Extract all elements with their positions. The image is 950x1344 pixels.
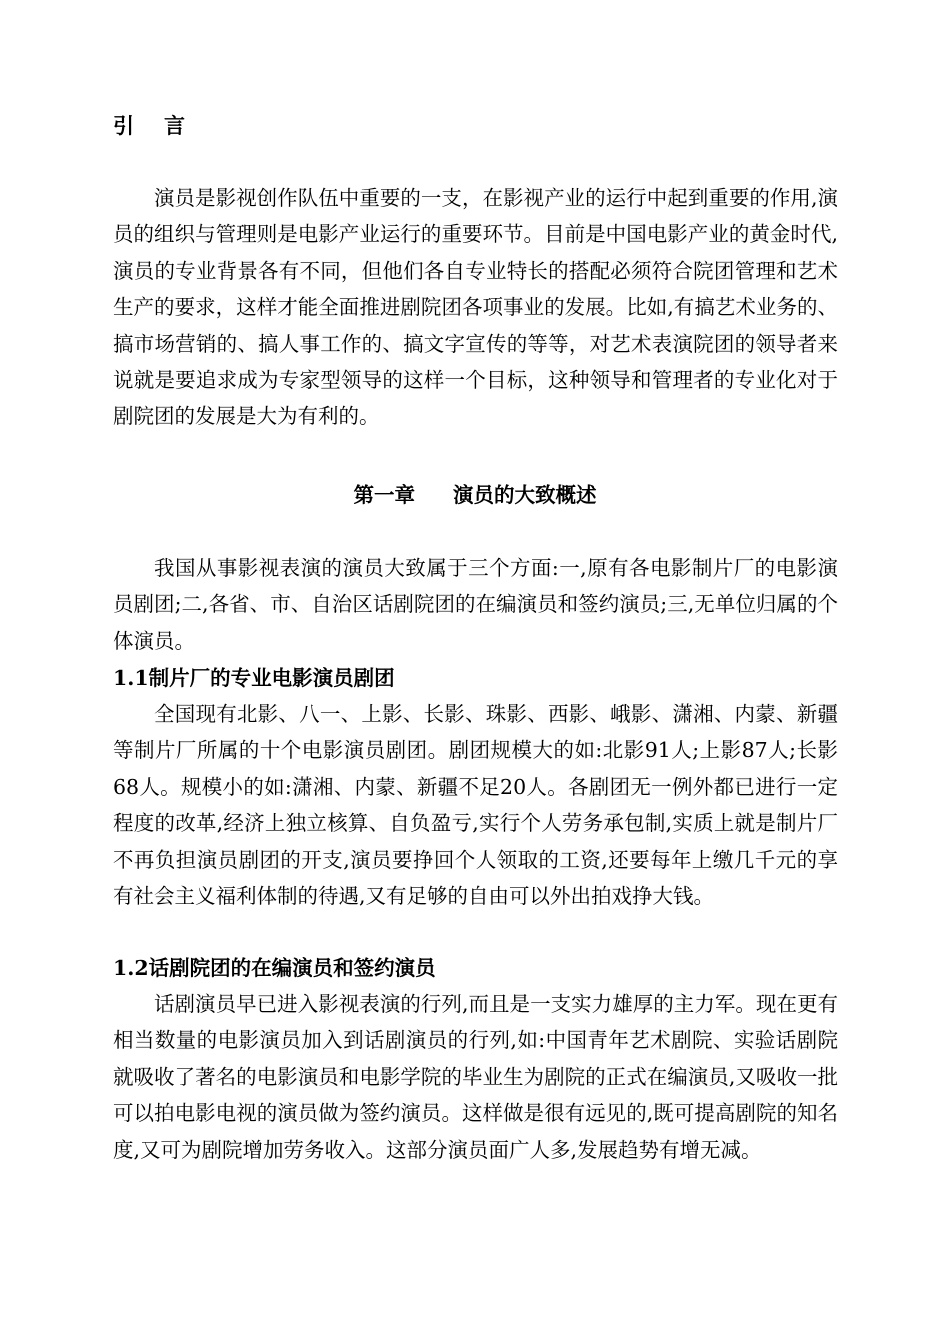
section-1-2-heading: 1.2话剧院团的在编演员和签约演员 [113, 956, 436, 980]
chapter-name: 演员的大致概述 [453, 483, 597, 507]
section-1-2-paragraph: 话剧演员早已进入影视表演的行列,而且是一支实力雄厚的主力军。现在更有相当数量的电影演员加入到话剧演员的行列,如:中国青年艺术剧院、实验话剧院就吸收了著名的电影演员和电影学院的毕业生为剧院的正式在编演员,又吸收一批可以拍电影电视的演员做为签约演员。这样做是很有远见的,既可提高剧院的知名度,又可为剧院增加劳务收入。这部分演员面广人多,发展趋势有增无减。 [113, 992, 838, 1162]
intro-paragraph: 演员是影视创作队伍中重要的一支，在影视产业的运行中起到重要的作用,演员的组织与管理则是电影产业运行的重要环节。目前是中国电影产业的黄金时代,演员的专业背景各有不同，但他们各自专业特长的搭配必须符合院团管理和艺术生产的要求，这样才能全面推进剧院团各项事业的发展。比如,有搞艺术业务的、搞市场营销的、搞人事工作的、搞文字宣传的等等，对艺术表演院团的领导者来说就是要追求成为专家型领导的这样一个目标，这种领导和管理者的专业化对于剧院团的发展是大为有利的。 [113, 186, 838, 429]
chapter1-paragraph: 我国从事影视表演的演员大致属于三个方面:一,原有各电影制片厂的电影演员剧团;二,各省、市、自治区话剧院团的在编演员和签约演员;三,无单位归属的个体演员。 [113, 556, 838, 653]
intro-heading: 引言 [113, 113, 215, 138]
chapter-number: 第一章 [353, 483, 415, 507]
section-1-1-paragraph: 全国现有北影、八一、上影、长影、珠影、西影、峨影、潇湘、内蒙、新疆等制片厂所属的十个电影演员剧团。剧团规模大的如:北影91人;上影87人;长影68人。规模小的如:潇湘、内蒙、新疆不足20人。各剧团无一例外都已进行一定程度的改革,经济上独立核算、自负盈亏,实行个人劳务承包制,实质上就是制片厂不再负担演员剧团的开支,演员要挣回个人领取的工资,还要每年上缴几千元的享有社会主义福利体制的待遇,又有足够的自由可以外出拍戏挣大钱。 [113, 702, 838, 909]
chapter-title [0, 478, 950, 508]
section-1-1-heading: 1.1制片厂的专业电影演员剧团 [113, 666, 395, 690]
